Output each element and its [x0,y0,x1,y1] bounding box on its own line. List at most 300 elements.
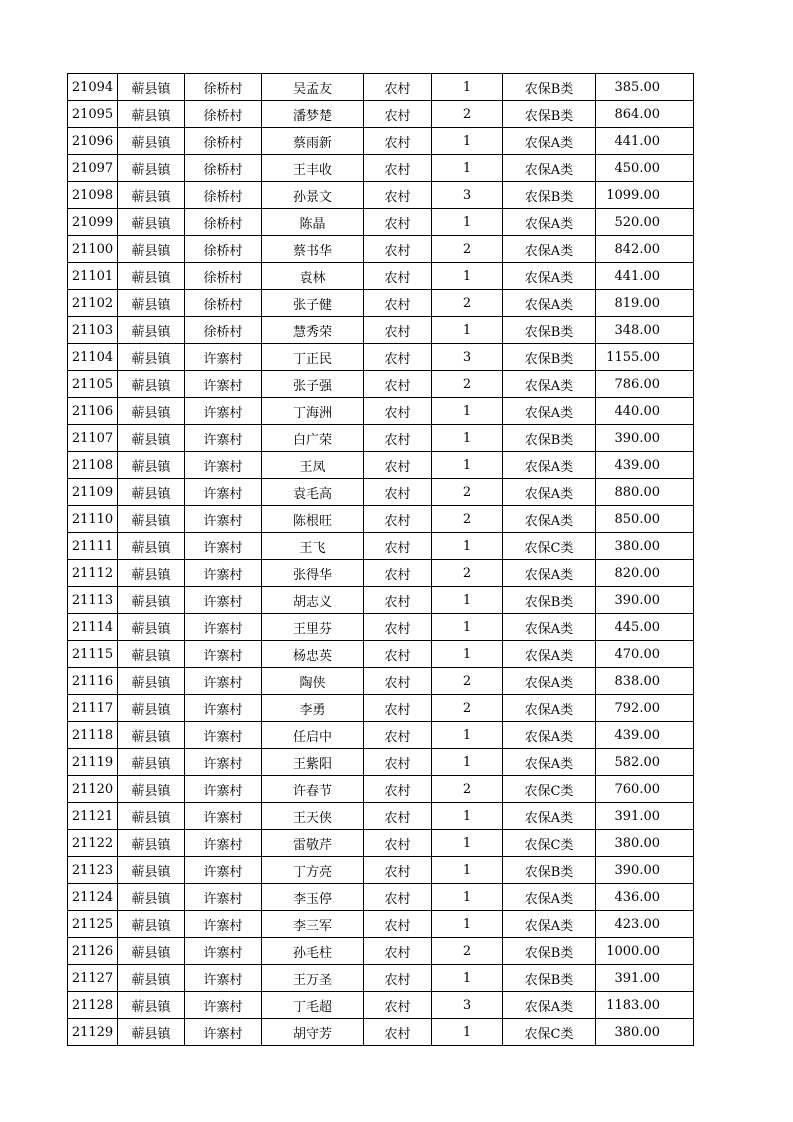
cell-category: 农保B类 [503,74,596,101]
cell-area: 农村 [364,506,432,533]
cell-name: 陈根旺 [262,506,364,533]
cell-amount: 838.00 [596,668,694,695]
table-row [68,209,694,236]
cell-id: 21126 [68,938,118,965]
cell-category: 农保A类 [503,263,596,290]
cell-name: 胡志义 [262,587,364,614]
cell-count: 1 [432,74,503,101]
cell-id: 21127 [68,965,118,992]
cell-amount: 760.00 [596,776,694,803]
cell-name: 王里芬 [262,614,364,641]
cell-village: 许寨村 [185,479,262,506]
cell-id: 21103 [68,317,118,344]
cell-count: 1 [432,209,503,236]
cell-town: 蕲县镇 [118,209,185,236]
cell-name: 吴孟友 [262,74,364,101]
cell-area: 农村 [364,317,432,344]
cell-id: 21099 [68,209,118,236]
cell-id: 21116 [68,668,118,695]
table-row [68,830,694,857]
cell-village: 许寨村 [185,614,262,641]
records-table [67,73,694,1046]
cell-category: 农保B类 [503,587,596,614]
cell-count: 2 [432,101,503,128]
cell-town: 蕲县镇 [118,479,185,506]
cell-count: 2 [432,371,503,398]
cell-village: 许寨村 [185,830,262,857]
cell-name: 白广荣 [262,425,364,452]
cell-id: 21124 [68,884,118,911]
cell-area: 农村 [364,236,432,263]
cell-name: 雷敬芹 [262,830,364,857]
cell-area: 农村 [364,695,432,722]
cell-amount: 390.00 [596,587,694,614]
cell-id: 21108 [68,452,118,479]
cell-count: 1 [432,830,503,857]
cell-town: 蕲县镇 [118,290,185,317]
cell-village: 许寨村 [185,938,262,965]
cell-town: 蕲县镇 [118,533,185,560]
cell-category: 农保A类 [503,209,596,236]
cell-town: 蕲县镇 [118,614,185,641]
cell-category: 农保A类 [503,695,596,722]
cell-count: 1 [432,587,503,614]
cell-amount: 390.00 [596,425,694,452]
cell-count: 1 [432,803,503,830]
cell-id: 21114 [68,614,118,641]
cell-area: 农村 [364,992,432,1019]
cell-count: 2 [432,479,503,506]
table-row [68,263,694,290]
cell-category: 农保B类 [503,182,596,209]
cell-village: 许寨村 [185,911,262,938]
cell-name: 丁方亮 [262,857,364,884]
cell-category: 农保B类 [503,317,596,344]
cell-amount: 391.00 [596,965,694,992]
cell-category: 农保C类 [503,776,596,803]
cell-town: 蕲县镇 [118,560,185,587]
table-row [68,911,694,938]
cell-count: 2 [432,938,503,965]
cell-village: 徐桥村 [185,155,262,182]
cell-name: 张子强 [262,371,364,398]
cell-village: 许寨村 [185,587,262,614]
cell-town: 蕲县镇 [118,236,185,263]
cell-area: 农村 [364,263,432,290]
cell-category: 农保C类 [503,533,596,560]
cell-name: 慧秀荣 [262,317,364,344]
table-row [68,452,694,479]
cell-id: 21128 [68,992,118,1019]
cell-area: 农村 [364,425,432,452]
cell-amount: 470.00 [596,641,694,668]
cell-amount: 391.00 [596,803,694,830]
cell-id: 21121 [68,803,118,830]
cell-count: 1 [432,1019,503,1046]
cell-amount: 440.00 [596,398,694,425]
cell-village: 徐桥村 [185,263,262,290]
table-row [68,938,694,965]
cell-amount: 445.00 [596,614,694,641]
cell-category: 农保B类 [503,857,596,884]
cell-count: 1 [432,911,503,938]
cell-town: 蕲县镇 [118,911,185,938]
cell-amount: 1099.00 [596,182,694,209]
table-row [68,74,694,101]
cell-name: 陈晶 [262,209,364,236]
cell-village: 许寨村 [185,884,262,911]
cell-id: 21115 [68,641,118,668]
cell-id: 21117 [68,695,118,722]
cell-id: 21109 [68,479,118,506]
cell-id: 21105 [68,371,118,398]
table-row [68,128,694,155]
cell-town: 蕲县镇 [118,992,185,1019]
cell-id: 21106 [68,398,118,425]
cell-village: 徐桥村 [185,209,262,236]
table-row [68,749,694,776]
table-row [68,965,694,992]
cell-category: 农保A类 [503,128,596,155]
cell-name: 王天侠 [262,803,364,830]
cell-village: 徐桥村 [185,290,262,317]
cell-area: 农村 [364,155,432,182]
cell-amount: 1000.00 [596,938,694,965]
cell-town: 蕲县镇 [118,857,185,884]
cell-area: 农村 [364,668,432,695]
cell-area: 农村 [364,776,432,803]
cell-village: 徐桥村 [185,74,262,101]
cell-name: 李三军 [262,911,364,938]
cell-area: 农村 [364,371,432,398]
cell-count: 2 [432,236,503,263]
cell-amount: 380.00 [596,533,694,560]
table-row [68,425,694,452]
cell-category: 农保A类 [503,560,596,587]
cell-name: 李勇 [262,695,364,722]
cell-name: 蔡雨新 [262,128,364,155]
cell-id: 21102 [68,290,118,317]
cell-count: 2 [432,776,503,803]
cell-town: 蕲县镇 [118,776,185,803]
table-row [68,668,694,695]
cell-category: 农保A类 [503,506,596,533]
cell-id: 21120 [68,776,118,803]
cell-category: 农保A类 [503,884,596,911]
cell-category: 农保A类 [503,155,596,182]
table-row [68,290,694,317]
cell-category: 农保A类 [503,479,596,506]
cell-amount: 441.00 [596,263,694,290]
cell-village: 许寨村 [185,452,262,479]
cell-town: 蕲县镇 [118,641,185,668]
cell-amount: 880.00 [596,479,694,506]
cell-category: 农保A类 [503,668,596,695]
cell-name: 潘梦楚 [262,101,364,128]
cell-name: 杨忠英 [262,641,364,668]
cell-name: 胡守芳 [262,1019,364,1046]
cell-id: 21112 [68,560,118,587]
cell-area: 农村 [364,533,432,560]
cell-name: 王丰收 [262,155,364,182]
cell-count: 1 [432,965,503,992]
cell-area: 农村 [364,182,432,209]
cell-amount: 582.00 [596,749,694,776]
cell-category: 农保A类 [503,803,596,830]
cell-village: 许寨村 [185,857,262,884]
cell-category: 农保A类 [503,290,596,317]
cell-area: 农村 [364,722,432,749]
table-row [68,560,694,587]
table-row [68,884,694,911]
cell-amount: 380.00 [596,1019,694,1046]
cell-category: 农保B类 [503,101,596,128]
cell-count: 1 [432,722,503,749]
cell-name: 袁林 [262,263,364,290]
table-row [68,992,694,1019]
cell-count: 2 [432,695,503,722]
cell-id: 21098 [68,182,118,209]
cell-count: 1 [432,452,503,479]
table-row [68,101,694,128]
cell-count: 3 [432,344,503,371]
cell-name: 孙景文 [262,182,364,209]
cell-amount: 423.00 [596,911,694,938]
cell-id: 21118 [68,722,118,749]
cell-area: 农村 [364,128,432,155]
cell-village: 徐桥村 [185,236,262,263]
cell-village: 徐桥村 [185,101,262,128]
cell-area: 农村 [364,614,432,641]
cell-name: 王飞 [262,533,364,560]
cell-village: 许寨村 [185,722,262,749]
table-row [68,641,694,668]
cell-count: 3 [432,182,503,209]
cell-town: 蕲县镇 [118,263,185,290]
cell-village: 许寨村 [185,803,262,830]
table-row [68,776,694,803]
cell-area: 农村 [364,344,432,371]
cell-town: 蕲县镇 [118,803,185,830]
cell-amount: 850.00 [596,506,694,533]
cell-town: 蕲县镇 [118,830,185,857]
cell-town: 蕲县镇 [118,938,185,965]
cell-count: 2 [432,668,503,695]
cell-town: 蕲县镇 [118,884,185,911]
cell-id: 21107 [68,425,118,452]
cell-area: 农村 [364,290,432,317]
cell-name: 蔡书华 [262,236,364,263]
cell-count: 1 [432,857,503,884]
cell-area: 农村 [364,1019,432,1046]
cell-amount: 439.00 [596,452,694,479]
cell-category: 农保B类 [503,425,596,452]
cell-area: 农村 [364,911,432,938]
table-row [68,182,694,209]
cell-name: 丁正民 [262,344,364,371]
cell-amount: 864.00 [596,101,694,128]
cell-count: 1 [432,317,503,344]
cell-village: 许寨村 [185,965,262,992]
cell-amount: 520.00 [596,209,694,236]
table-body [68,74,694,1046]
cell-id: 21096 [68,128,118,155]
cell-category: 农保A类 [503,749,596,776]
table-row [68,155,694,182]
cell-id: 21110 [68,506,118,533]
cell-amount: 1183.00 [596,992,694,1019]
cell-village: 许寨村 [185,560,262,587]
cell-area: 农村 [364,965,432,992]
cell-village: 许寨村 [185,641,262,668]
cell-amount: 1155.00 [596,344,694,371]
cell-amount: 792.00 [596,695,694,722]
cell-count: 2 [432,290,503,317]
cell-count: 1 [432,425,503,452]
cell-id: 21113 [68,587,118,614]
table-row [68,695,694,722]
cell-name: 任启中 [262,722,364,749]
cell-category: 农保B类 [503,965,596,992]
cell-id: 21122 [68,830,118,857]
cell-town: 蕲县镇 [118,371,185,398]
cell-area: 农村 [364,884,432,911]
cell-village: 许寨村 [185,776,262,803]
table-row [68,398,694,425]
cell-id: 21125 [68,911,118,938]
cell-amount: 385.00 [596,74,694,101]
cell-id: 21123 [68,857,118,884]
cell-town: 蕲县镇 [118,749,185,776]
cell-area: 农村 [364,560,432,587]
cell-name: 袁毛高 [262,479,364,506]
cell-area: 农村 [364,857,432,884]
table-row [68,479,694,506]
cell-town: 蕲县镇 [118,182,185,209]
cell-village: 徐桥村 [185,182,262,209]
cell-area: 农村 [364,74,432,101]
cell-area: 农村 [364,749,432,776]
cell-name: 丁海洲 [262,398,364,425]
cell-count: 2 [432,560,503,587]
cell-category: 农保A类 [503,992,596,1019]
table-row [68,344,694,371]
cell-id: 21100 [68,236,118,263]
cell-id: 21101 [68,263,118,290]
table-row [68,803,694,830]
cell-category: 农保A类 [503,641,596,668]
cell-count: 1 [432,533,503,560]
table-row [68,587,694,614]
table-row [68,722,694,749]
cell-amount: 348.00 [596,317,694,344]
cell-name: 张得华 [262,560,364,587]
cell-town: 蕲县镇 [118,965,185,992]
cell-town: 蕲县镇 [118,344,185,371]
cell-town: 蕲县镇 [118,668,185,695]
cell-count: 1 [432,884,503,911]
cell-area: 农村 [364,830,432,857]
cell-category: 农保A类 [503,371,596,398]
cell-village: 许寨村 [185,425,262,452]
cell-category: 农保A类 [503,911,596,938]
cell-category: 农保A类 [503,398,596,425]
cell-village: 许寨村 [185,344,262,371]
cell-area: 农村 [364,101,432,128]
cell-amount: 450.00 [596,155,694,182]
cell-amount: 820.00 [596,560,694,587]
cell-count: 1 [432,641,503,668]
cell-area: 农村 [364,479,432,506]
cell-id: 21095 [68,101,118,128]
cell-town: 蕲县镇 [118,506,185,533]
cell-id: 21097 [68,155,118,182]
cell-count: 1 [432,398,503,425]
cell-count: 2 [432,506,503,533]
cell-village: 许寨村 [185,695,262,722]
cell-count: 1 [432,614,503,641]
cell-count: 3 [432,992,503,1019]
cell-town: 蕲县镇 [118,452,185,479]
cell-count: 1 [432,749,503,776]
table-row [68,317,694,344]
cell-amount: 842.00 [596,236,694,263]
cell-town: 蕲县镇 [118,695,185,722]
cell-id: 21129 [68,1019,118,1046]
cell-area: 农村 [364,641,432,668]
cell-amount: 436.00 [596,884,694,911]
cell-town: 蕲县镇 [118,128,185,155]
cell-name: 陶侠 [262,668,364,695]
cell-town: 蕲县镇 [118,425,185,452]
cell-amount: 441.00 [596,128,694,155]
cell-name: 王紫阳 [262,749,364,776]
cell-village: 徐桥村 [185,317,262,344]
cell-name: 王万圣 [262,965,364,992]
cell-village: 许寨村 [185,1019,262,1046]
cell-area: 农村 [364,452,432,479]
cell-name: 丁毛超 [262,992,364,1019]
cell-town: 蕲县镇 [118,398,185,425]
cell-amount: 819.00 [596,290,694,317]
cell-village: 许寨村 [185,749,262,776]
cell-count: 1 [432,155,503,182]
cell-village: 许寨村 [185,533,262,560]
cell-village: 许寨村 [185,506,262,533]
cell-village: 许寨村 [185,398,262,425]
cell-name: 李玉停 [262,884,364,911]
cell-village: 许寨村 [185,371,262,398]
table-row [68,614,694,641]
table-row [68,371,694,398]
cell-village: 许寨村 [185,668,262,695]
cell-area: 农村 [364,938,432,965]
table-row [68,857,694,884]
cell-category: 农保C类 [503,830,596,857]
cell-count: 1 [432,128,503,155]
cell-village: 许寨村 [185,992,262,1019]
cell-town: 蕲县镇 [118,74,185,101]
cell-count: 1 [432,263,503,290]
cell-town: 蕲县镇 [118,587,185,614]
table-row [68,533,694,560]
cell-amount: 439.00 [596,722,694,749]
cell-town: 蕲县镇 [118,722,185,749]
table-row [68,236,694,263]
cell-amount: 380.00 [596,830,694,857]
cell-id: 21111 [68,533,118,560]
cell-category: 农保A类 [503,722,596,749]
